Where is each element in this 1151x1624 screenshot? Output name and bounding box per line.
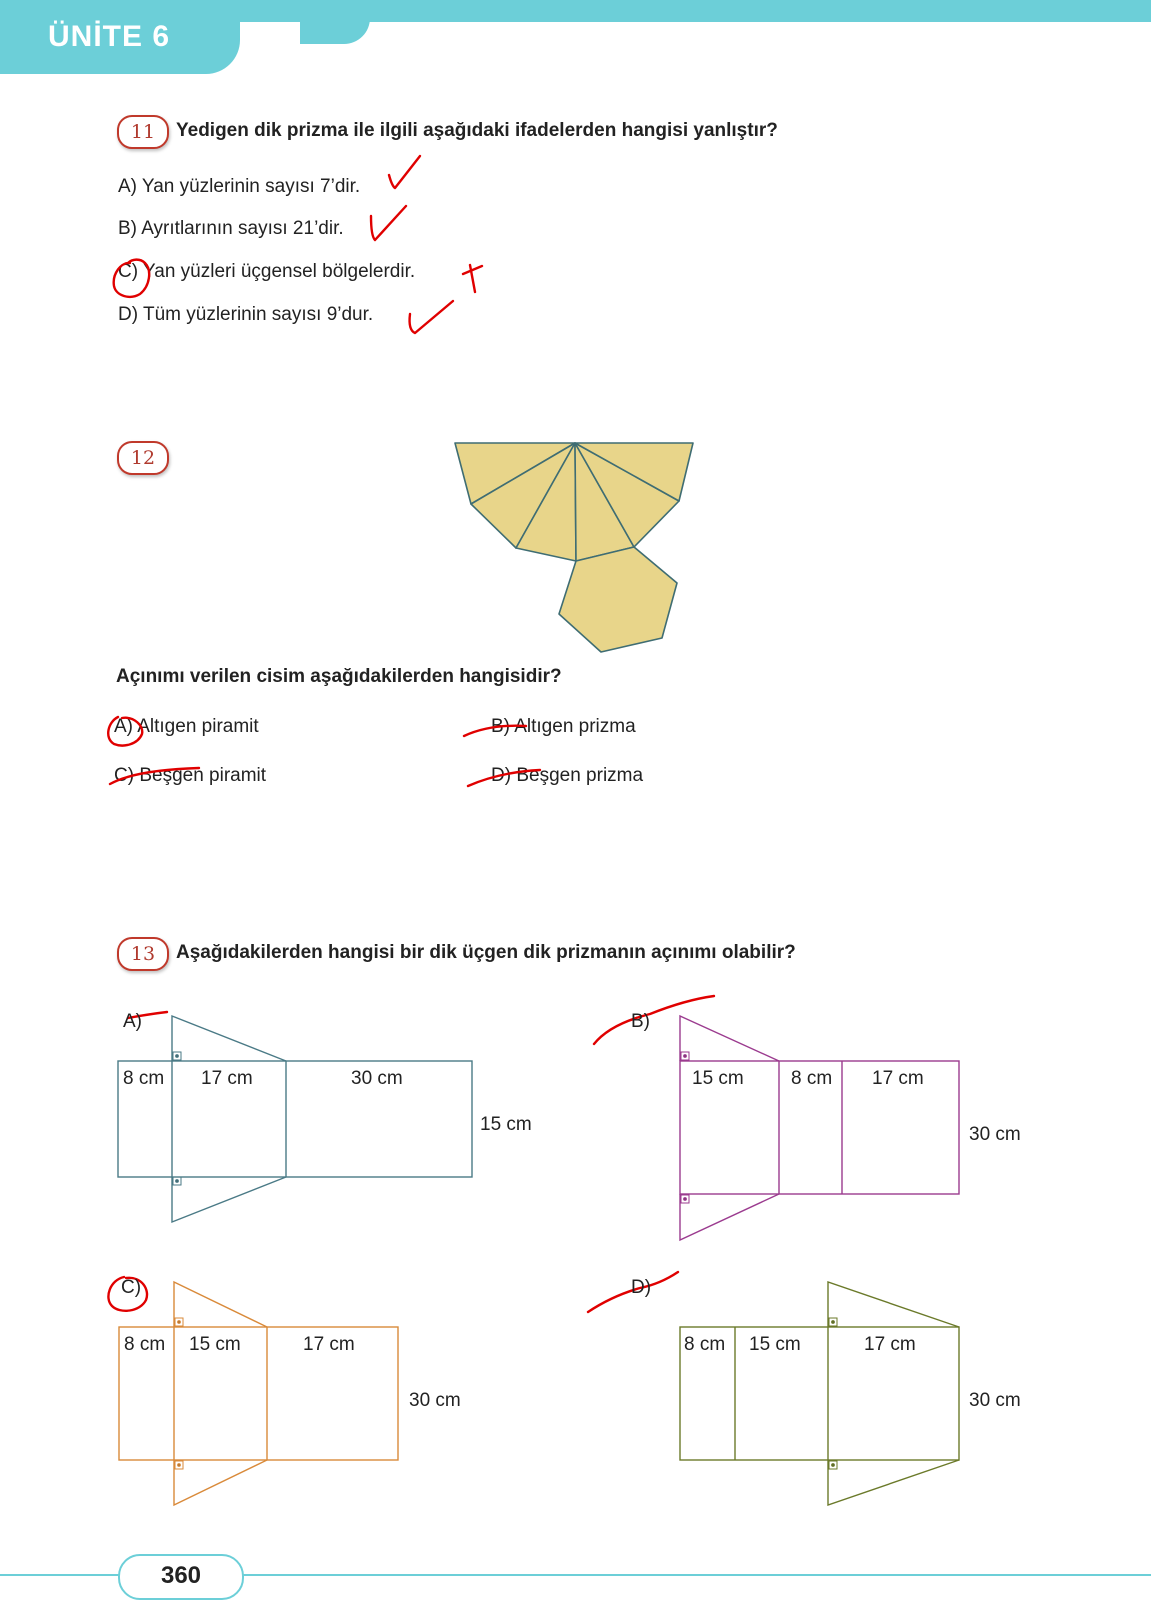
option-a[interactable]: A) Altıgen piramit bbox=[114, 716, 259, 737]
strike-icon bbox=[464, 726, 526, 736]
net-option-d bbox=[680, 1282, 959, 1505]
dimension-label: 8 cm bbox=[124, 1334, 166, 1355]
dimension-label: 30 cm bbox=[409, 1390, 461, 1411]
dimension-label: 15 cm bbox=[749, 1334, 801, 1355]
option-a-letter[interactable]: A) bbox=[123, 1011, 142, 1032]
strike-icon bbox=[110, 768, 199, 784]
option-c[interactable]: C) Yan yüzleri üçgensel bölgelerdir. bbox=[118, 261, 416, 282]
option-d[interactable]: D) Tüm yüzlerinin sayısı 9’dur. bbox=[118, 304, 374, 325]
net-option-c bbox=[119, 1282, 398, 1505]
handwritten-marks bbox=[108, 156, 714, 1312]
net-base bbox=[559, 547, 677, 652]
dimension-label: 15 cm bbox=[480, 1114, 532, 1135]
checkmark-icon bbox=[389, 156, 420, 188]
checkmark-icon bbox=[371, 206, 406, 240]
option-d-letter[interactable]: D) bbox=[631, 1277, 652, 1298]
dimension-label: 30 cm bbox=[351, 1068, 403, 1089]
question-text: Aşağıdakilerden hangisi bir dik üçgen dik prizmanın açınımı olabilir? bbox=[176, 942, 796, 963]
dimension-label: 15 cm bbox=[692, 1068, 744, 1089]
dimension-label: 8 cm bbox=[123, 1068, 165, 1089]
net-option-b bbox=[680, 1016, 959, 1240]
strike-icon bbox=[468, 770, 540, 786]
pyramid-net-figure bbox=[455, 443, 693, 652]
dimension-label: 8 cm bbox=[791, 1068, 833, 1089]
dimension-label: 17 cm bbox=[201, 1068, 253, 1089]
option-d[interactable]: D) Beşgen prizma bbox=[491, 765, 644, 786]
question-text: Yedigen dik prizma ile ilgili aşağıdaki ifadelerden hangisi yanlıştır? bbox=[176, 120, 778, 141]
question-number-badge: 12 bbox=[117, 441, 169, 475]
question-number-badge: 13 bbox=[117, 937, 169, 971]
option-a[interactable]: A) Yan yüzlerinin sayısı 7’dir. bbox=[118, 176, 361, 197]
checkmark-icon bbox=[410, 301, 453, 333]
dimension-label: 15 cm bbox=[189, 1334, 241, 1355]
question-text: Açınımı verilen cisim aşağıdakilerden hangisidir? bbox=[116, 666, 562, 687]
option-b-letter[interactable]: B) bbox=[631, 1011, 650, 1032]
unit-title: ÜNİTE 6 bbox=[48, 20, 171, 53]
option-c-letter[interactable]: C) bbox=[121, 1277, 142, 1298]
dimension-label: 8 cm bbox=[684, 1334, 726, 1355]
dimension-label: 17 cm bbox=[864, 1334, 916, 1355]
dimension-label: 17 cm bbox=[303, 1334, 355, 1355]
question-number-badge: 11 bbox=[117, 115, 169, 149]
page-number: 360 bbox=[160, 1562, 202, 1589]
cross-icon bbox=[463, 265, 482, 292]
option-b[interactable]: B) Ayrıtlarının sayısı 21’dir. bbox=[118, 218, 344, 239]
circle-mark-icon bbox=[114, 260, 149, 297]
dimension-label: 30 cm bbox=[969, 1390, 1021, 1411]
circle-mark-icon bbox=[108, 717, 142, 746]
option-c[interactable]: C) Beşgen piramit bbox=[114, 765, 267, 786]
strike-icon bbox=[594, 996, 714, 1044]
dimension-label: 17 cm bbox=[872, 1068, 924, 1089]
dimension-label: 30 cm bbox=[969, 1124, 1021, 1145]
option-b[interactable]: B) Altıgen prizma bbox=[491, 716, 636, 737]
net-option-a bbox=[118, 1016, 472, 1222]
